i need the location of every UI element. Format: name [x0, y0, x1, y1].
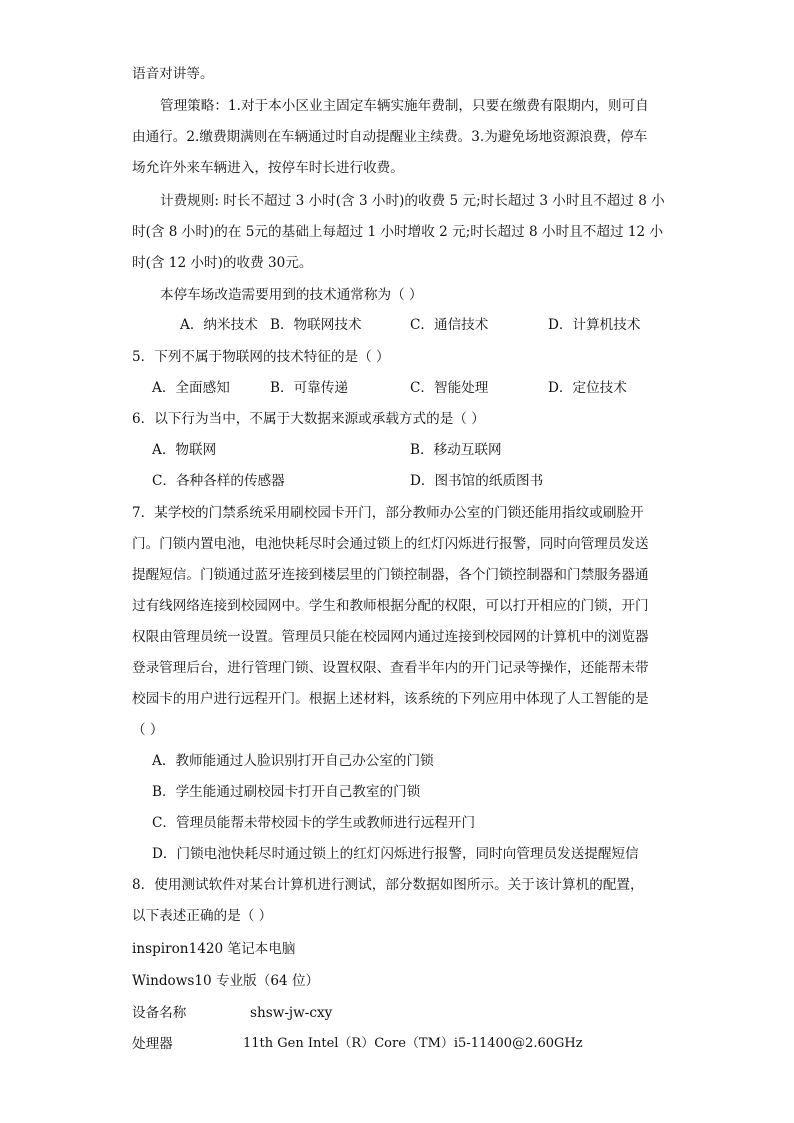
- billing-rules-line: 计费规则: 时长不超过 3 小时(含 3 小时)的收费 5 元;时长超过 3 小时且不超过 8 小: [160, 193, 665, 209]
- q7-line: 门。门锁内置电池，电池快耗尽时会通过锁上的红灯闪烁进行报警，同时向管理员发送: [132, 536, 649, 552]
- spec-device-value: shsw-jw-cxy: [250, 1005, 333, 1021]
- q6-option-b: B．移动互联网: [410, 442, 502, 458]
- q4-option-a: A．纳米技术: [180, 317, 258, 333]
- q7-option-c: C．管理员能帮未带校园卡的学生或教师进行远程开门: [152, 815, 476, 831]
- billing-rules-line: 时(含 12 小时)的收费 30元。: [132, 255, 313, 271]
- q6-option-c: C．各种各样的传感器: [152, 473, 285, 489]
- spec-os: Windows10 专业版（64 位）: [132, 973, 320, 989]
- q7-line: 登录管理后台，进行管理门锁、设置权限、查看半年内的开门记录等操作，还能帮未带: [132, 660, 649, 676]
- q6-option-d: D．图书馆的纸质图书: [410, 473, 544, 489]
- management-strategy-line: 由通行。2.缴费期满则在车辆通过时自动提醒业主续费。3.为避免场地资源浪费，停车: [132, 129, 648, 145]
- spec-cpu-label: 处理器: [132, 1036, 173, 1052]
- q7-line: 提醒短信。门锁通过蓝牙连接到楼层里的门锁控制器，各个门锁控制器和门禁服务器通: [132, 567, 649, 583]
- q7-line: 7．某学校的门禁系统采用刷校园卡开门，部分教师办公室的门锁还能用指纹或刷脸开: [132, 505, 644, 521]
- management-strategy-line: 管理策略：1.对于本小区业主固定车辆实施年费制，只要在缴费有限期内，则可自: [160, 98, 649, 114]
- billing-rules-line: 时(含 8 小时)的在 5元的基础上每超过 1 小时增收 2 元;时长超过 8 小时且不超过 12 小: [132, 224, 664, 240]
- q7-option-d: D．门锁电池快耗尽时通过锁上的红灯闪烁进行报警，同时向管理员发送提醒短信: [152, 846, 639, 862]
- spec-model: inspiron1420 笔记本电脑: [132, 941, 296, 957]
- q4-option-c: C．通信技术: [410, 317, 489, 333]
- q5-stem: 5．下列不属于物联网的技术特征的是（ ）: [132, 349, 390, 365]
- q7-line: 权限由管理员统一设置。管理员只能在校园网内通过连接到校园网的计算机中的浏览器: [132, 629, 649, 645]
- q7-option-a: A．教师能通过人脸识别打开自己办公室的门锁: [152, 753, 434, 769]
- management-strategy-line: 场允许外来车辆进入，按停车时长进行收费。: [132, 160, 404, 176]
- q5-option-b: B．可靠传递: [270, 380, 348, 396]
- spec-device-label: 设备名称: [132, 1005, 187, 1021]
- q6-stem: 6．以下行为当中，不属于大数据来源或承载方式的是（ ）: [132, 411, 485, 427]
- intro-tail: 语音对讲等。: [132, 66, 214, 82]
- q7-line: 过有线网络连接到校园网中。学生和教师根据分配的权限，可以打开相应的门锁，开门: [132, 598, 649, 614]
- q5-option-d: D．定位技术: [548, 380, 627, 396]
- q8-stem-line: 以下表述正确的是（ ）: [132, 908, 273, 924]
- q7-option-b: B．学生能通过刷校园卡打开自己教室的门锁: [152, 784, 421, 800]
- spec-cpu-value: 11th Gen Intel（R）Core（TM）i5-11400@2.60GHz: [243, 1036, 583, 1051]
- q6-option-a: A．物联网: [152, 442, 217, 458]
- q5-option-c: C．智能处理: [410, 380, 489, 396]
- q7-line: 校园卡的用户进行远程开门。根据上述材料，该系统的下列应用中体现了人工智能的是: [132, 691, 649, 707]
- q7-answer-bracket: （ ）: [132, 722, 164, 738]
- q4-option-d: D．计算机技术: [548, 317, 641, 333]
- q8-stem-line: 8．使用测试软件对某台计算机进行测试，部分数据如图所示。关于该计算机的配置，: [132, 877, 644, 893]
- q5-option-a: A．全面感知: [152, 380, 230, 396]
- q4-option-b: B．物联网技术: [270, 317, 362, 333]
- q4-stem: 本停车场改造需要用到的技术通常称为（ ）: [160, 287, 423, 303]
